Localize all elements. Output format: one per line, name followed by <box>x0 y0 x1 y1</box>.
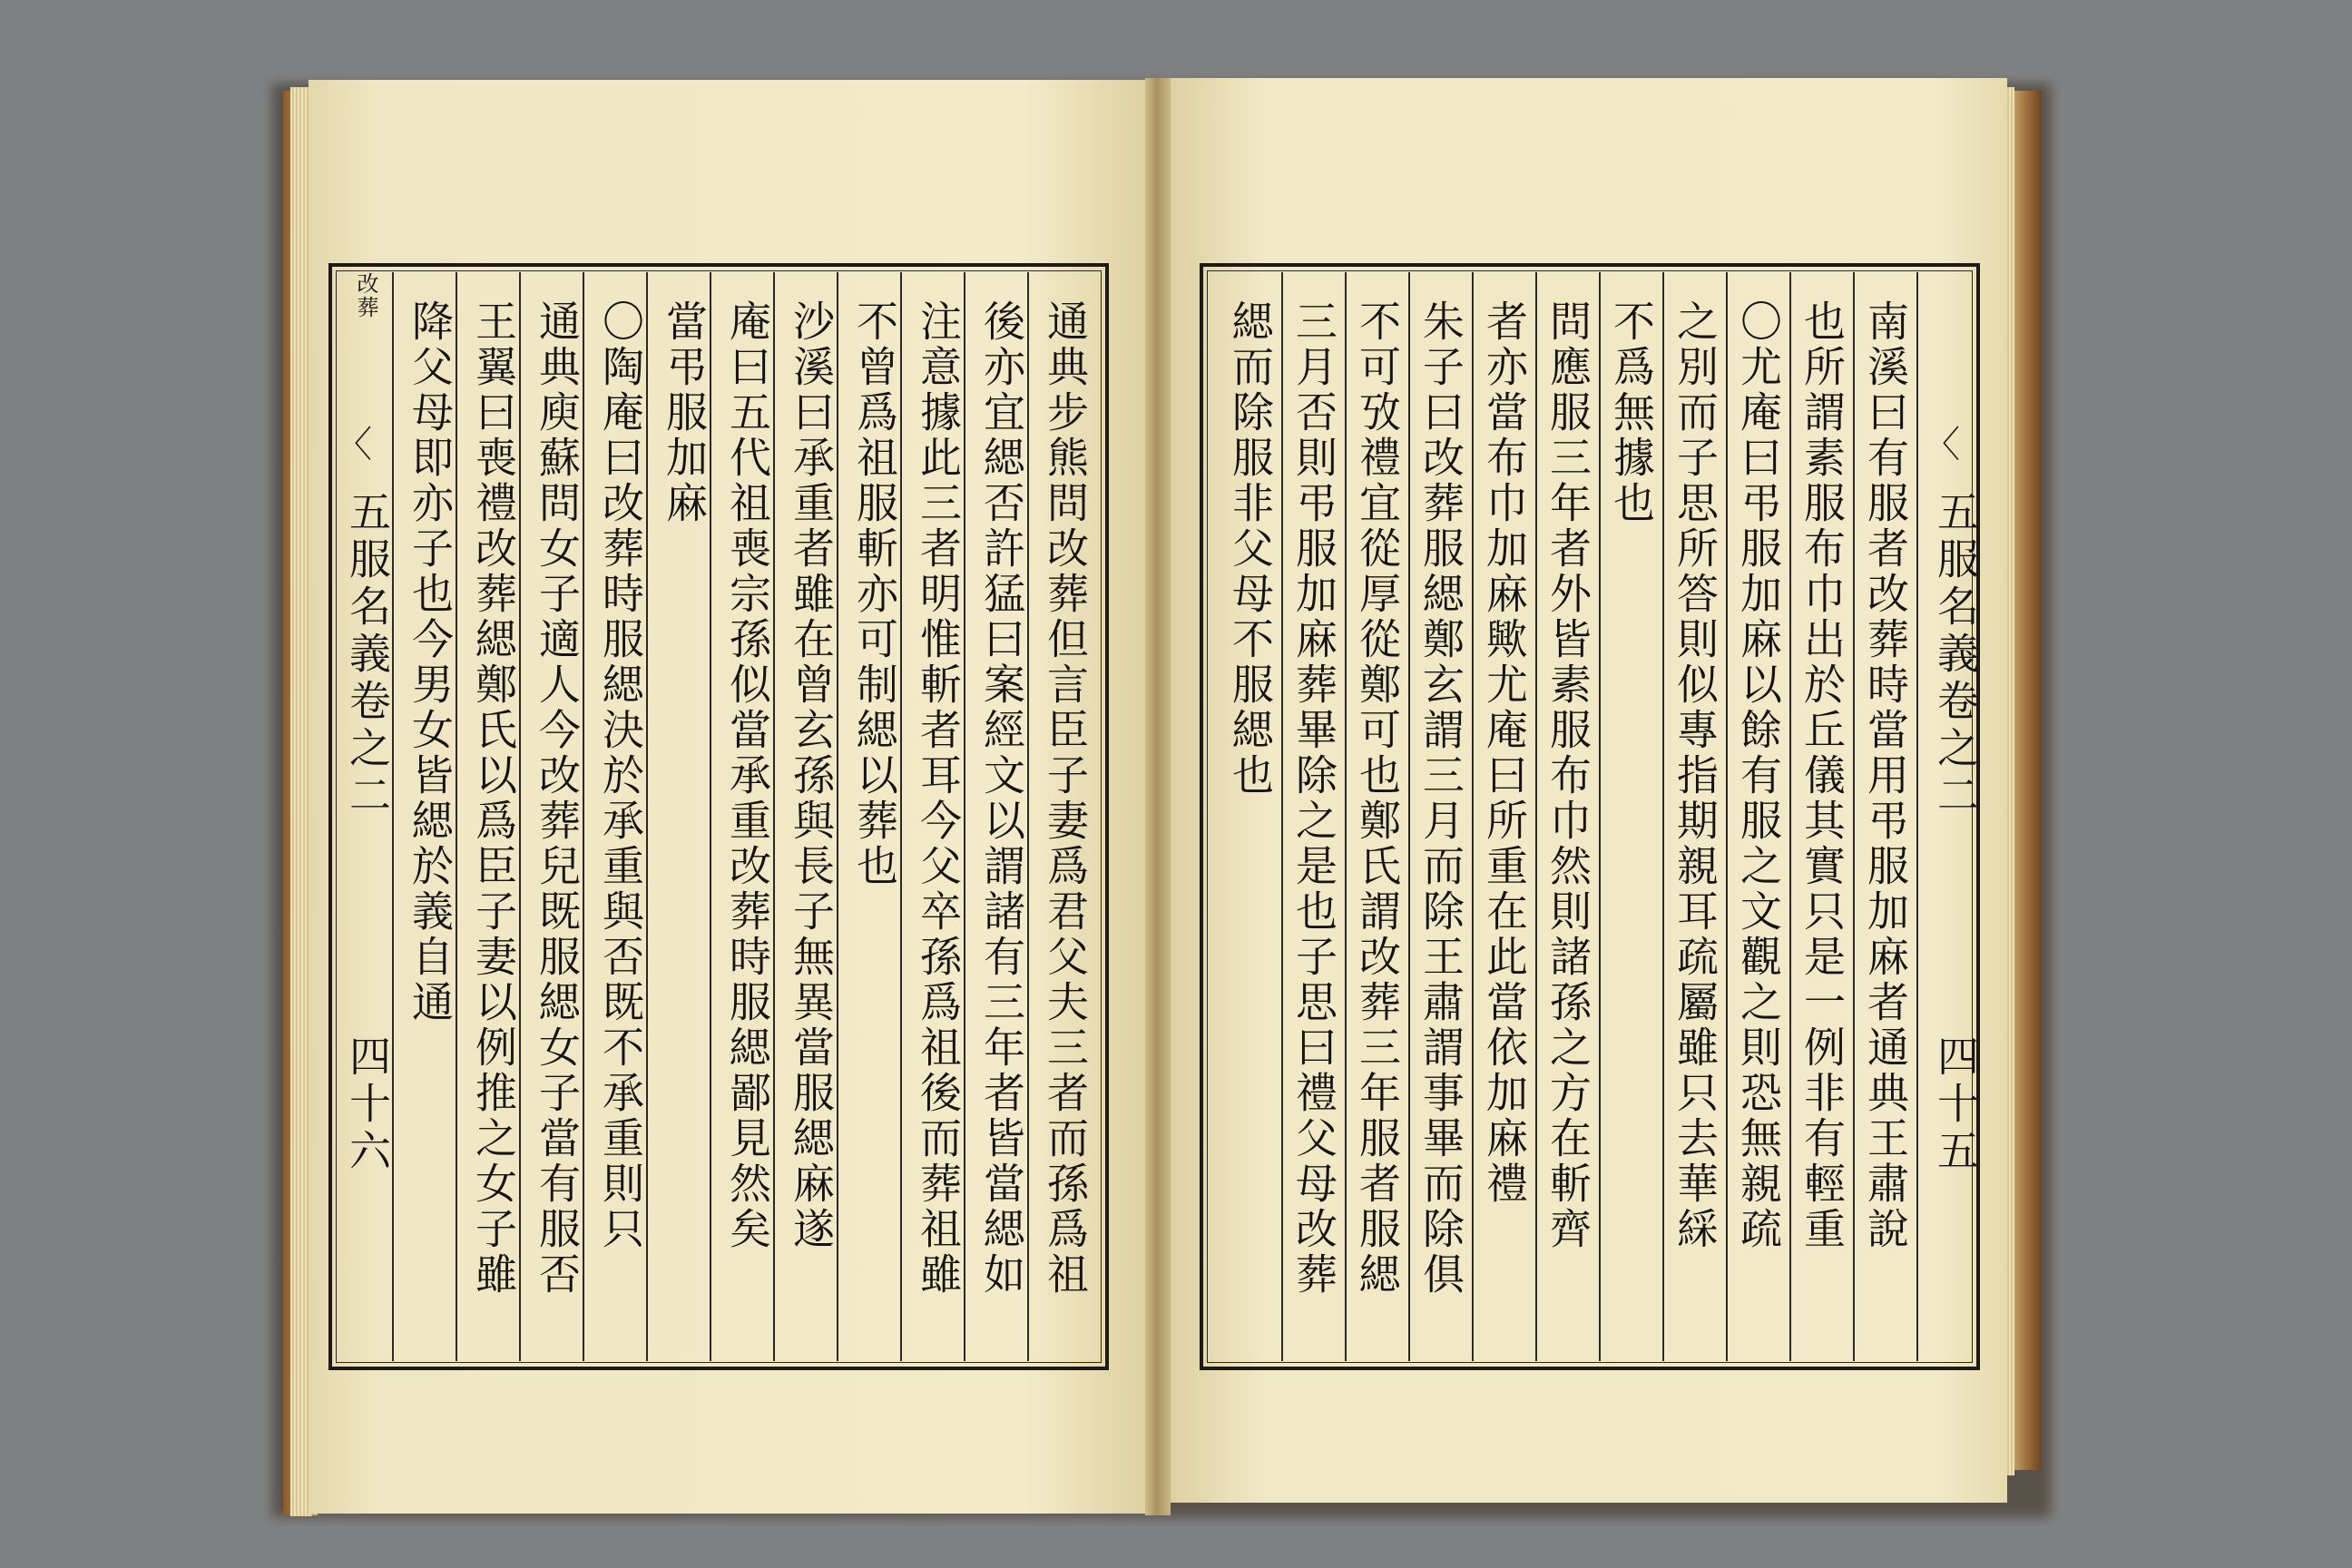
left-column-rule <box>456 272 457 1361</box>
left-column-rule <box>710 272 711 1361</box>
right-column-rule <box>1281 272 1283 1361</box>
left-margin-heading: 改葬 <box>353 272 378 319</box>
left-column-rule <box>519 272 521 1361</box>
left-text-column: 通典庾蘇問女子適人今改葬兒既服緦女子當有服否 <box>533 299 582 1298</box>
left-column-rule <box>837 272 838 1361</box>
left-column-rule <box>1027 272 1029 1361</box>
right-text-column: 緦而除服非父母不服緦也 <box>1226 299 1275 799</box>
left-text-column: 不曾爲祖服斬亦可制緦以葬也 <box>850 299 899 889</box>
left-text-column: 注意據此三者明惟斬者耳今父卒孫爲祖後而葬祖雖 <box>914 299 963 1298</box>
left-column-rule <box>583 272 584 1361</box>
book-gutter <box>1145 78 1171 1515</box>
right-column-rule <box>1408 272 1410 1361</box>
right-text-column: 三月否則弔服加麻葬畢除之是也子思曰禮父母改葬 <box>1289 299 1338 1298</box>
left-text-column: 當弔服加麻 <box>660 299 709 526</box>
left-text-column: 庵曰五代祖喪宗孫似當承重改葬時服緦鄙見然矣 <box>723 299 772 1252</box>
left-text-column: 〇陶庵曰改葬時服緦決於承重與否既不承重則只 <box>596 299 645 1252</box>
right-column-rule <box>1916 272 1918 1361</box>
right-column-rule <box>1599 272 1601 1361</box>
right-text-column: 南溪曰有服者改葬時當用弔服加麻者通典王肅說 <box>1861 299 1910 1252</box>
left-text-column: 通典步熊問改葬但言臣子妻爲君父夫三者而孫爲祖 <box>1041 299 1090 1298</box>
right-text-column: 〇尤庵曰弔服加麻以餘有服之文觀之則恐無親疏 <box>1734 299 1783 1252</box>
right-fish-tail-mark: 〈 <box>1924 424 1960 466</box>
left-column-rule <box>964 272 965 1361</box>
right-text-column: 也所謂素服布巾出於丘儀其實只是一例非有輕重 <box>1798 299 1847 1252</box>
right-column-rule <box>1726 272 1728 1361</box>
right-block-title: 五服名義卷之二 <box>1931 490 1980 820</box>
right-text-column: 朱子曰改葬服緦鄭玄謂三月而除王肅謂事畢而除俱 <box>1416 299 1465 1298</box>
left-text-column: 沙溪曰承重者雖在曾玄孫與長子無異當服緦麻遂 <box>787 299 836 1252</box>
right-column-rule <box>1789 272 1791 1361</box>
right-column-rule <box>1345 272 1347 1361</box>
right-column-rule <box>1472 272 1474 1361</box>
left-text-column: 後亦宜緦否許猛曰案經文以謂諸有三年者皆當緦如 <box>977 299 1026 1298</box>
right-page-number: 四十五 <box>1931 1034 1980 1176</box>
right-text-column: 問應服三年者外皆素服布巾然則諸孫之方在斬齊 <box>1544 299 1592 1252</box>
right-column-rule <box>1535 272 1537 1361</box>
right-text-column: 不可攷禮宜從厚從鄭可也鄭氏謂改葬三年服者服緦 <box>1353 299 1402 1298</box>
left-fish-tail-mark: 〈 <box>336 424 372 466</box>
left-page-number: 四十六 <box>343 1034 392 1176</box>
left-text-column: 降父母即亦子也今男女皆緦於義自通 <box>406 299 455 1025</box>
left-column-rule <box>646 272 648 1361</box>
left-text-column: 王翼曰喪禮改葬緦鄭氏以爲臣子妻以例推之女子雖 <box>469 299 518 1298</box>
right-text-column: 者亦當布巾加麻歟尤庵曰所重在此當依加麻禮 <box>1480 299 1529 1207</box>
left-column-rule <box>392 272 394 1361</box>
right-text-column: 之別而子思所答則似專指期親耳疏屬雖只去華綵 <box>1671 299 1720 1252</box>
left-block-title: 五服名義卷之二 <box>343 490 392 820</box>
left-column-rule <box>773 272 775 1361</box>
right-column-rule <box>1662 272 1664 1361</box>
right-text-column: 不爲無據也 <box>1607 299 1656 526</box>
right-column-rule <box>1853 272 1855 1361</box>
left-column-rule <box>900 272 902 1361</box>
